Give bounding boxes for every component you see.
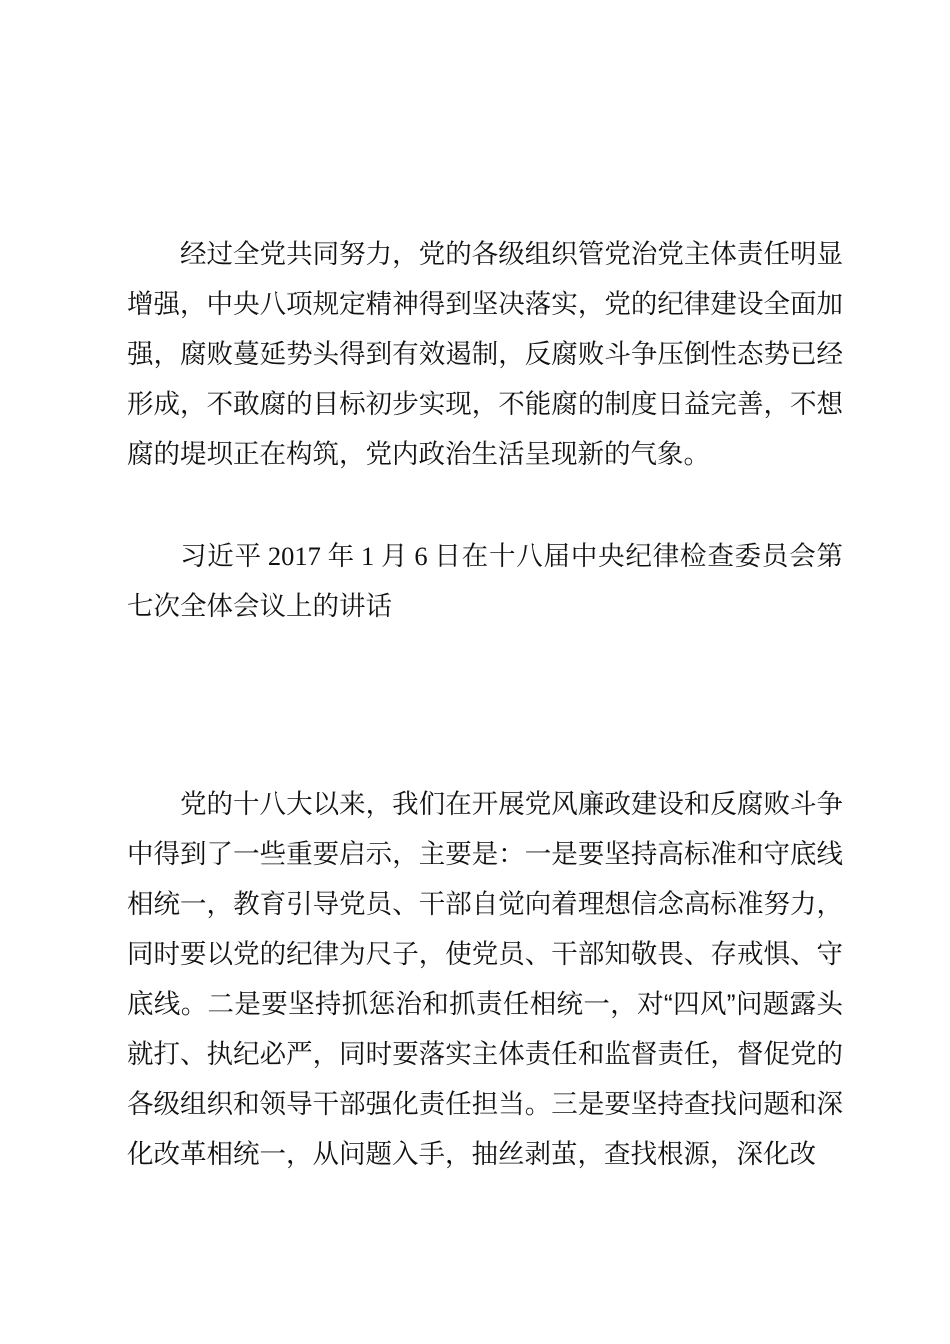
latin-numeral: 2017 xyxy=(267,541,321,571)
latin-numeral: 6 xyxy=(414,541,428,571)
paragraph-speech-attribution: 习近平 2017 年 1 月 6 日在十八届中央纪律检查委员会第七次全体会议上的讲话 xyxy=(127,541,844,621)
latin-numeral: 1 xyxy=(360,541,375,571)
paragraph-summary: 经过全党共同努力，党的各级组织管党治党主体责任明显增强，中央八项规定精神得到坚决落实，党的纪律建设全面加强，腐败蔓延势头得到有效遏制，反腐败斗争压倒性态势已经形成，不敢腐的目标初步实现，不能腐的制度日益完善，不想腐的堤坝正在构筑，党内政治生活呈现新的气象。 xyxy=(127,239,843,469)
paragraph-lessons: 党的十八大以来，我们在开展党风廉政建设和反腐败斗争中得到了一些重要启示，主要是：一是要坚持高标准和守底线相统一，教育引导党员、干部自觉向着理想信念高标准努力，同时要以党的纪律为尺子，使党员、干部知敬畏、存戒惧、守底线。二是要坚持抓惩治和抓责任相统一，对“四风”问题露头就打、执纪必严，同时要落实主体责任和监督责任，督促党的各级组织和领导干部强化责任担当。三是要坚持查找问题和深化改革相统一，从问题入手，抽丝剥茧，查找根源，深化改 xyxy=(127,789,843,1169)
